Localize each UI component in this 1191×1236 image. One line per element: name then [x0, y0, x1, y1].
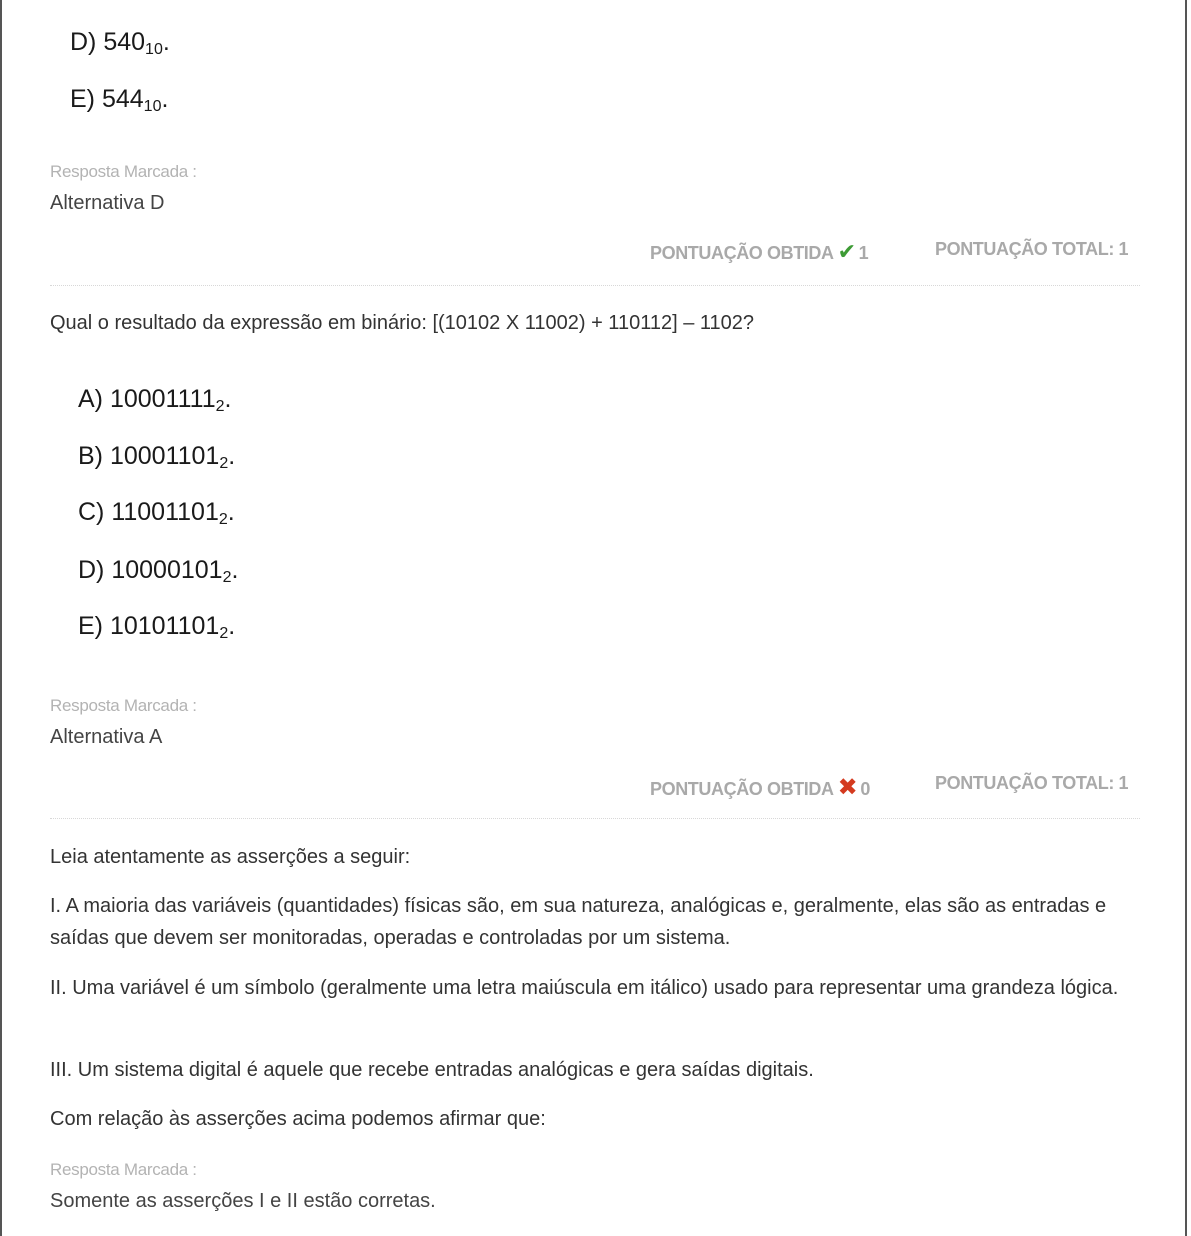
option-e: E) $10101101_2$.	[78, 612, 236, 642]
answer-value-binary: Alternativa A	[50, 726, 163, 748]
question-intro: Leia atentamente as asserções a seguir:	[50, 846, 411, 868]
option-d-prev: D) $540_{10}$.	[70, 28, 170, 58]
cross-icon: ✖	[837, 774, 858, 801]
option-e-prev: E) $544_{10}$.	[70, 85, 169, 115]
assertion-1: I. A maioria das variáveis (quantidades) físicas são, em sua natureza, analógicas e, geralmente, elas são as entradas e saídas que devem ser monitoradas, operadas e controladas por um sistema.	[50, 895, 1107, 949]
question-text-binary: Qual o resultado da expressão em binário: [(10102 X 11002) + 110112] – 1102?	[50, 312, 755, 334]
option-c: C) $11001101_2$.	[78, 498, 235, 528]
answer-label-binary: Resposta Marcada :	[50, 696, 197, 715]
score-total-binary: PONTUAÇÃO TOTAL: 1	[935, 773, 1129, 793]
check-icon: ✔	[837, 239, 856, 264]
divider	[50, 818, 1140, 819]
score-total-prev: PONTUAÇÃO TOTAL: 1	[935, 239, 1129, 259]
score-obtained-prev: PONTUAÇÃO OBTIDA ✔ 1	[650, 239, 869, 264]
option-d: D) $10000101_2$.	[78, 556, 239, 586]
assertion-2: II. Uma variável é um símbolo (geralmente uma letra maiúscula em itálico) usado para representar uma grandeza lógica.	[50, 977, 1119, 999]
answer-value-assert: Somente as asserções I e II estão corretas.	[50, 1190, 436, 1212]
answer-label-assert: Resposta Marcada :	[50, 1160, 197, 1179]
option-a: A) $10001111_2$.	[78, 385, 232, 415]
question-prompt: Com relação às asserções acima podemos afirmar que:	[50, 1108, 546, 1130]
score-obtained-binary: PONTUAÇÃO OBTIDA ✖ 0	[650, 774, 870, 801]
assertion-3: III. Um sistema digital é aquele que recebe entradas analógicas e gera saídas digitais.	[50, 1059, 814, 1081]
answer-label-prev: Resposta Marcada :	[50, 162, 197, 181]
option-b: B) $10001101_2$.	[78, 442, 236, 472]
divider	[50, 285, 1140, 286]
answer-value-prev: Alternativa D	[50, 192, 165, 214]
